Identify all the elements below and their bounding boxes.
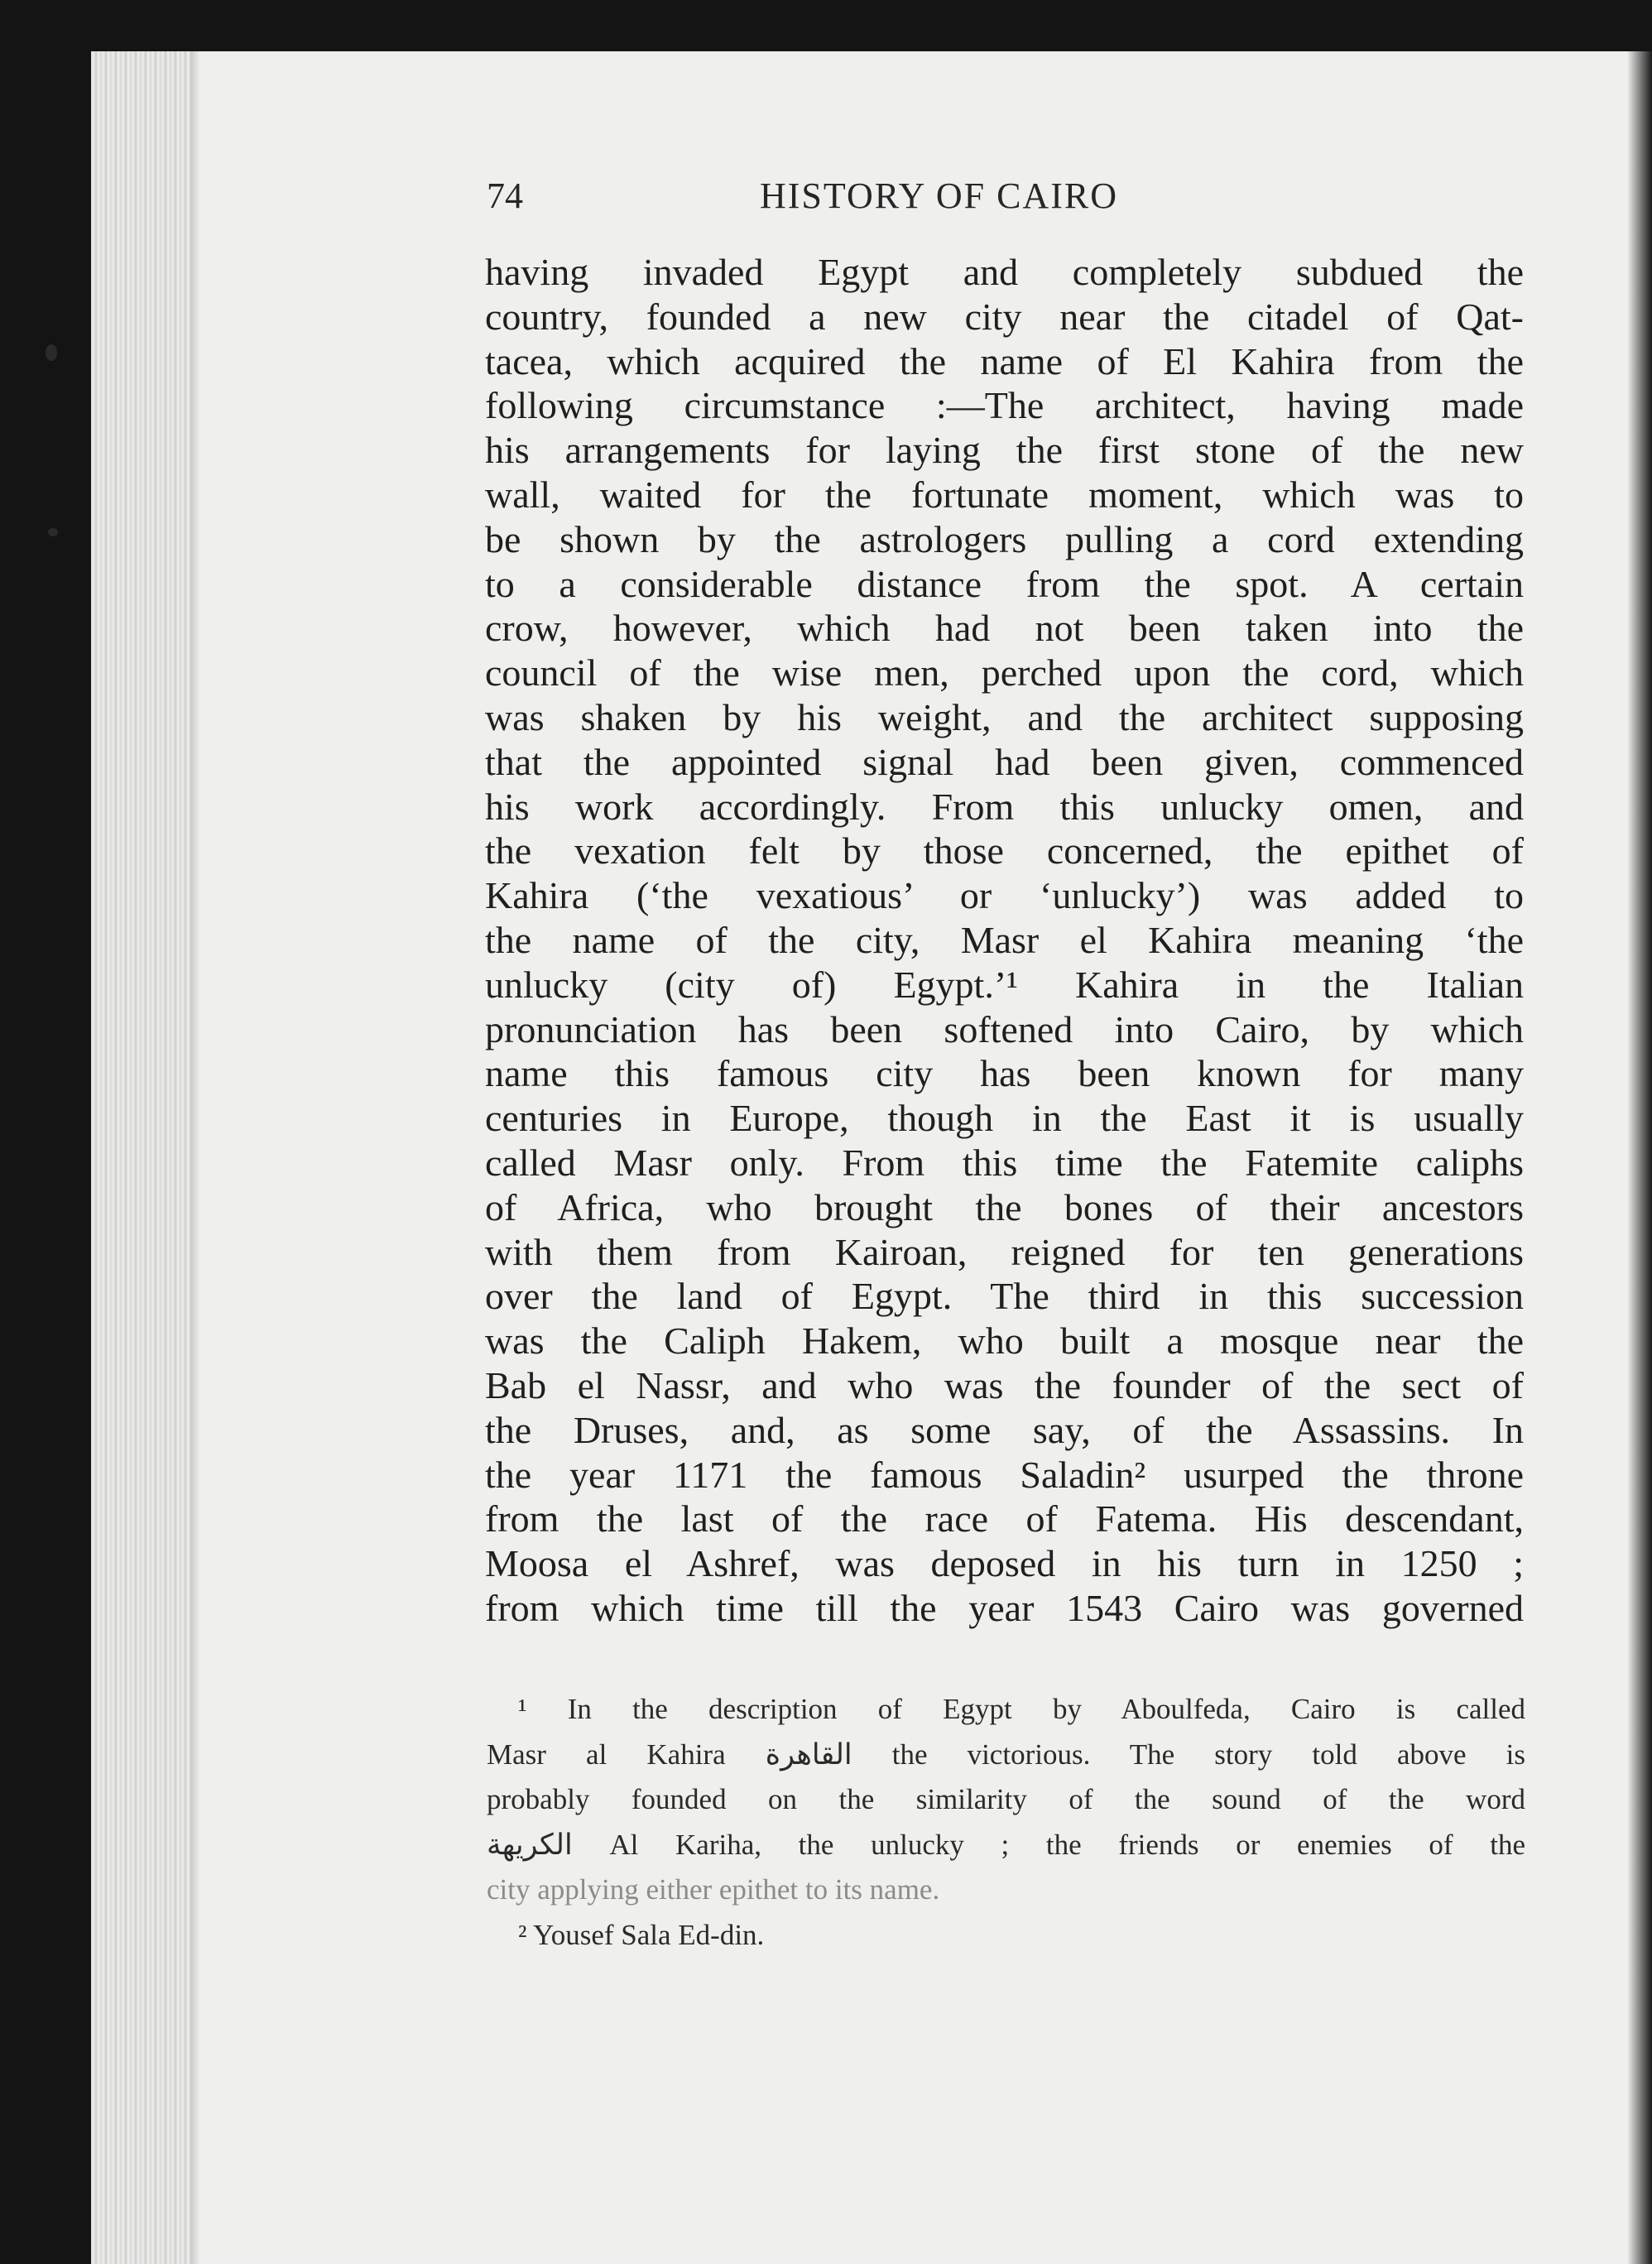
body-line: his work accordingly. From this unlucky omen, and (485, 785, 1524, 828)
body-line: Moosa el Ashref, was deposed in his turn in 1250 ; (485, 1542, 1524, 1585)
scan-speck (46, 344, 57, 361)
body-line: of Africa, who brought the bones of their ancestors (485, 1185, 1524, 1228)
body-line: from which time till the year 1543 Cairo was governed (485, 1586, 1524, 1629)
body-line: name this famous city has been known for many (485, 1052, 1524, 1095)
body-line: country, founded a new city near the citadel of Qat- (485, 295, 1524, 338)
body-line: was shaken by his weight, and the architect supposing (485, 695, 1524, 738)
footnote-line: city applying either epithet to its name. (487, 1873, 940, 1906)
body-line: tacea, which acquired the name of El Kahira from the (485, 339, 1524, 382)
page-header (487, 170, 1526, 223)
body-line: following circumstance :—The architect, having made (485, 384, 1524, 427)
body-line: called Masr only. From this time the Fatemite caliphs (485, 1141, 1524, 1184)
body-text (485, 250, 1524, 1631)
body-line: the Druses, and, as some say, of the Assassins. In (485, 1408, 1524, 1451)
page-right-shadow (1627, 51, 1652, 2264)
body-line: his arrangements for laying the first stone of the new (485, 429, 1524, 472)
body-line: was the Caliph Hakem, who built a mosque near the (485, 1319, 1524, 1363)
body-line: be shown by the astrologers pulling a cord extending (485, 517, 1524, 560)
book-binding-edge (91, 51, 190, 2264)
body-line: having invaded Egypt and completely subdued the (485, 251, 1524, 293)
body-line: over the land of Egypt. The third in this succession (485, 1275, 1524, 1318)
footnote-line: Masr al Kahira القاهرة the victorious. The story told above is (487, 1738, 1525, 1771)
body-line: the vexation felt by those concerned, the epithet of (485, 829, 1524, 872)
footnote-line: ² Yousef Sala Ed-din. (518, 1918, 765, 1951)
body-line: Kahira (‘the vexatious’ or ‘unlucky’) was added to (485, 874, 1524, 917)
body-line: with them from Kairoan, reigned for ten generations (485, 1230, 1524, 1273)
scan-speck (48, 528, 58, 536)
footnote-line: probably founded on the similarity of the sound of the word (487, 1783, 1525, 1815)
body-line: centuries in Europe, though in the East it is usually (485, 1097, 1524, 1140)
page-number: 74 (487, 175, 523, 216)
body-line: council of the wise men, perched upon the cord, which (485, 651, 1524, 695)
running-title: HISTORY OF CAIRO (760, 175, 1118, 216)
footnote-line: ¹ In the description of Egypt by Aboulfeda, Cairo is called (518, 1693, 1525, 1725)
body-line: crow, however, which had not been taken into the (485, 607, 1524, 650)
body-line: that the appointed signal had been given, commenced (485, 740, 1524, 783)
body-line: wall, waited for the fortunate moment, which was to (485, 473, 1524, 516)
body-line: pronunciation has been softened into Cairo, by which (485, 1007, 1524, 1050)
body-line: the name of the city, Masr el Kahira meaning ‘the (485, 918, 1524, 961)
footnote-line: الكريهة Al Kariha, the unlucky ; the friends or enemies of the (487, 1828, 1525, 1861)
body-line: to a considerable distance from the spot. A certain (485, 562, 1524, 605)
footnotes (487, 1687, 1525, 1958)
body-line: from the last of the race of Fatema. His descendant, (485, 1497, 1524, 1541)
body-line: unlucky (city of) Egypt.’¹ Kahira in the Italian (485, 963, 1524, 1006)
body-line: Bab el Nassr, and who was the founder of the sect of (485, 1363, 1524, 1406)
body-line: the year 1171 the famous Saladin² usurped the throne (485, 1453, 1524, 1496)
